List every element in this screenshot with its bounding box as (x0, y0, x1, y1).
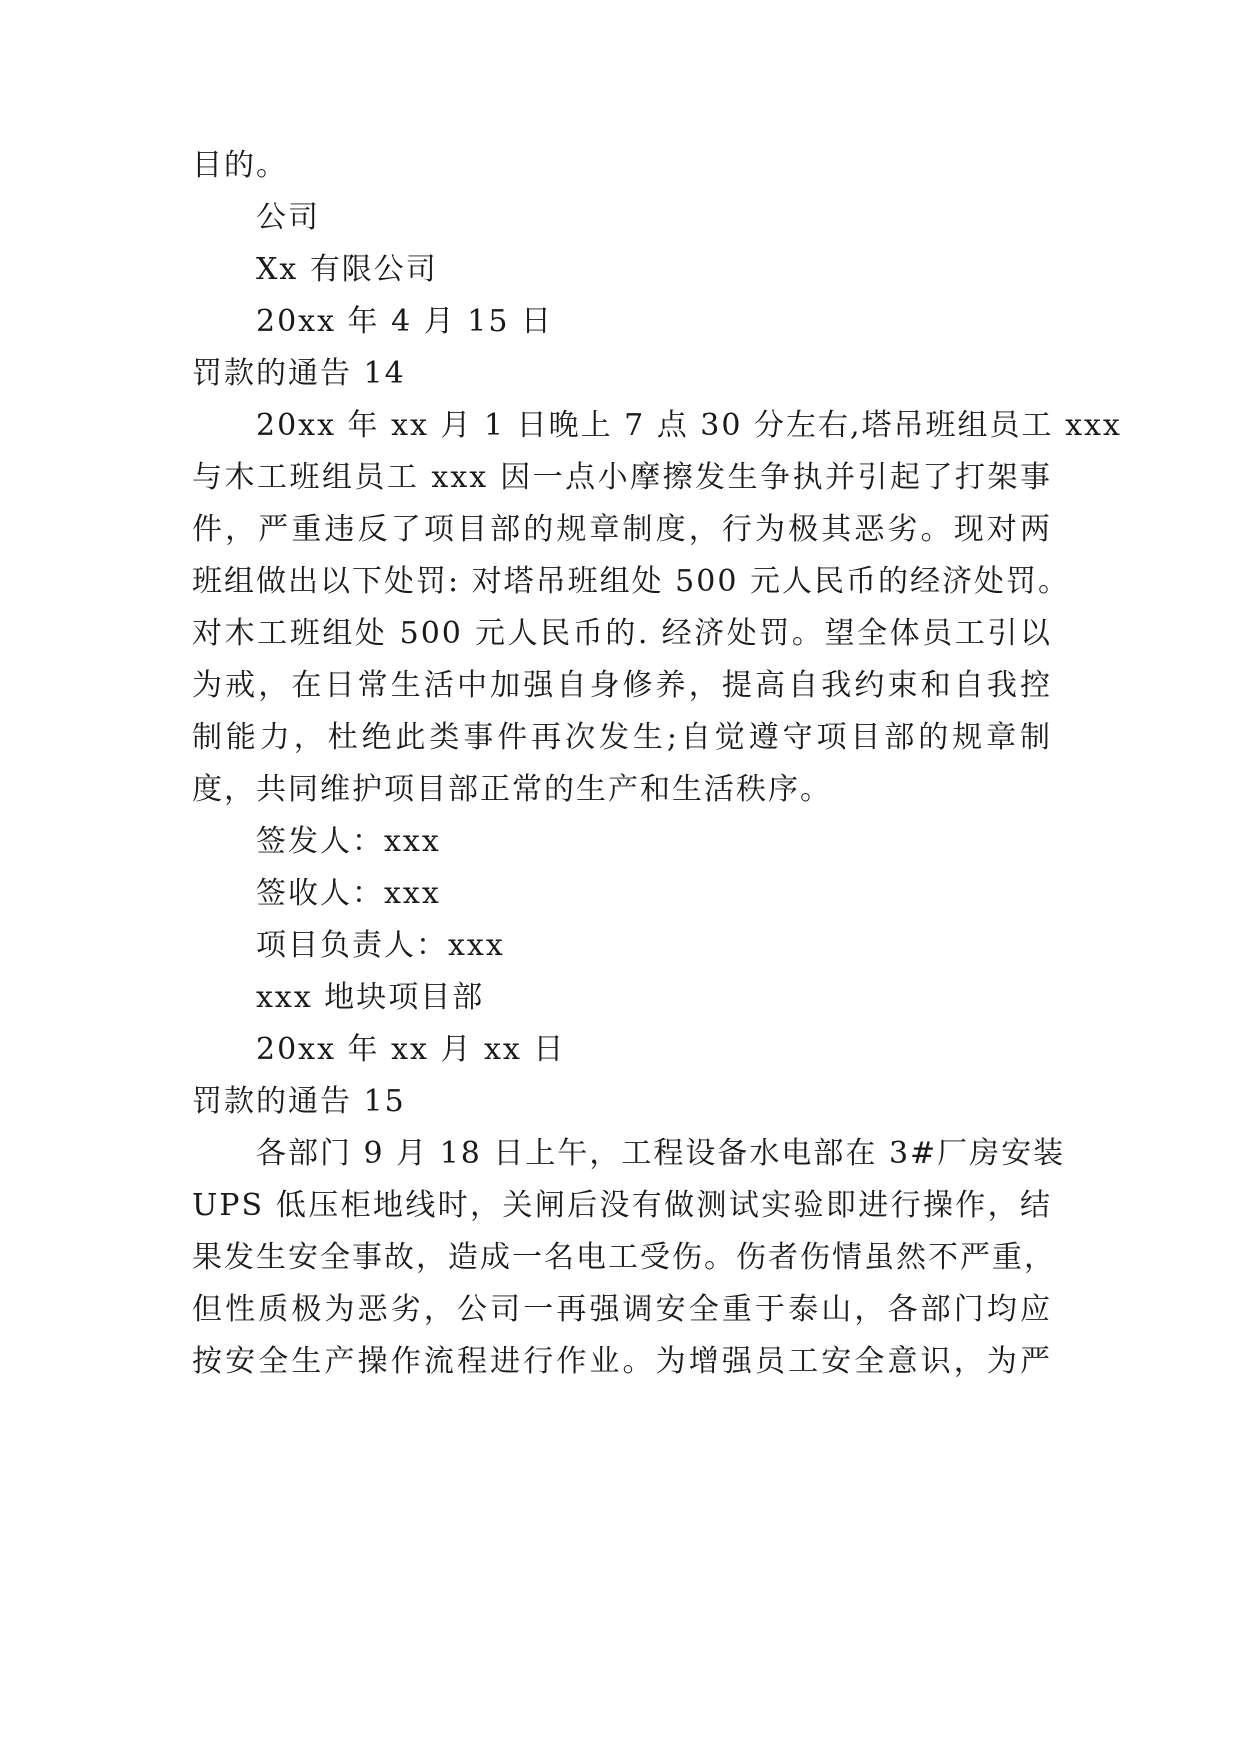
notice-15-body-line: 果发生安全事故，造成一名电工受伤。伤者伤情虽然不严重， (192, 1240, 1056, 1275)
notice-15-body-line: 按安全生产操作流程进行作业。为增强员工安全意识，为严 (192, 1344, 1052, 1379)
notice-14-title: 罚款的通告 14 (192, 356, 406, 391)
sign-company: 公司 (256, 200, 320, 235)
notice-15-title: 罚款的通告 15 (192, 1084, 406, 1119)
notice-14-issuer: 签发人：xxx (256, 824, 441, 859)
notice-14-body-line: 对木工班组处 500 元人民币的. 经济处罚。望全体员工引以 (192, 616, 1052, 651)
notice-14-body-line: 为戒，在日常生活中加强自身修养，提高自我约束和自我控 (192, 668, 1052, 703)
notice-14-body-line: 度，共同维护项目部正常的生产和生活秩序。 (192, 772, 832, 807)
notice-14-body-line: 班组做出以下处罚: 对塔吊班组处 500 元人民币的经济处罚。 (192, 564, 1070, 599)
notice-14-body-line: 件，严重违反了项目部的规章制度，行为极其恶劣。现对两 (192, 512, 1052, 547)
notice-14-body-line: 20xx 年 xx 月 1 日晚上 7 点 30 分左右,塔吊班组员工 xxx (256, 408, 1122, 443)
notice-14-body-line: 制能力，杜绝此类事件再次发生;自觉遵守项目部的规章制 (192, 720, 1052, 755)
notice-14-body-line: 与木工班组员工 xxx 因一点小摩擦发生争执并引起了打架事 (192, 460, 1052, 495)
sign-date: 20xx 年 4 月 15 日 (256, 304, 553, 339)
notice-15-body-line: 但性质极为恶劣，公司一再强调安全重于泰山，各部门均应 (192, 1292, 1052, 1327)
notice-14-date: 20xx 年 xx 月 xx 日 (256, 1032, 566, 1067)
notice-14-project-lead: 项目负责人：xxx (256, 928, 505, 963)
notice-15-body-line: UPS 低压柜地线时，关闸后没有做测试实验即进行操作，结 (192, 1188, 1052, 1223)
notice-14-receiver: 签收人：xxx (256, 876, 441, 911)
notice-15-body-line: 各部门 9 月 18 日上午，工程设备水电部在 3#厂房安装 (256, 1136, 1066, 1171)
notice-14-department: xxx 地块项目部 (256, 980, 485, 1015)
closing-tail: 目的。 (192, 148, 288, 183)
sign-company-full: Xx 有限公司 (256, 252, 438, 287)
